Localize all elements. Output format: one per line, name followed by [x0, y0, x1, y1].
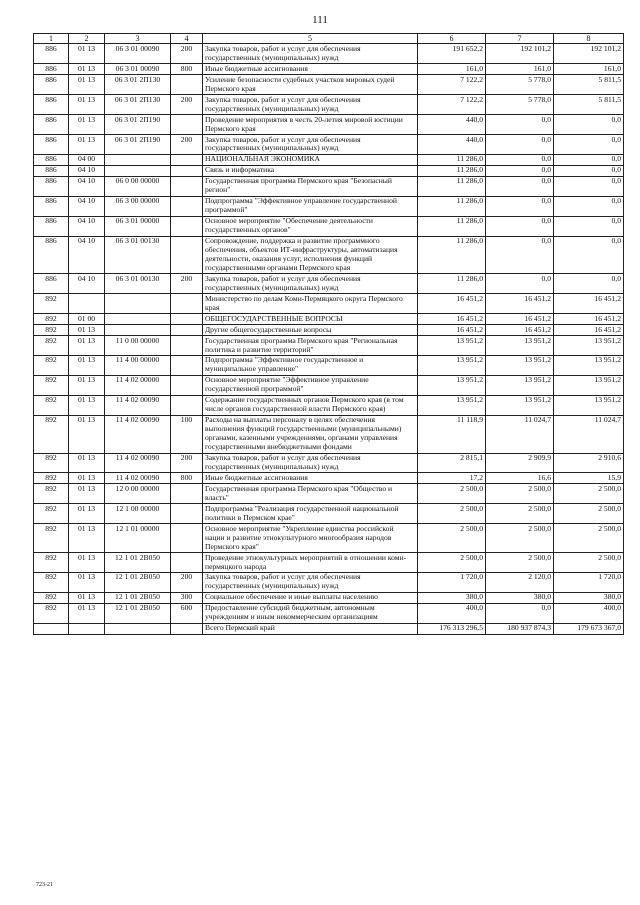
cell-admin-code: 892 — [34, 473, 69, 484]
cell-admin-code: 886 — [34, 236, 69, 274]
cell-amount-year-1: 11 286,0 — [418, 274, 486, 294]
cell-amount-year-1: 13 951,2 — [418, 375, 486, 395]
cell-target-code: 12 1 01 2B050 — [105, 553, 171, 573]
cell-expense-type: 200 — [171, 274, 203, 294]
cell-admin-code: 892 — [34, 603, 69, 623]
cell-section-code: 01 13 — [69, 135, 105, 155]
cell-amount-year-3: 179 673 367,0 — [554, 623, 624, 634]
cell-amount-year-3: 0,0 — [554, 216, 624, 236]
cell-section-code: 01 13 — [69, 375, 105, 395]
table-row — [34, 154, 624, 165]
cell-description: Всего Пермский край — [203, 623, 418, 634]
cell-admin-code: 892 — [34, 553, 69, 573]
cell-description: Подпрограмма "Эффективное государственное и муниципальное управление" — [203, 355, 418, 375]
cell-expense-type: 200 — [171, 135, 203, 155]
cell-expense-type — [171, 314, 203, 325]
cell-admin-code: 892 — [34, 524, 69, 553]
cell-description: Министерство по делам Коми-Пермяцкого округа Пермского края — [203, 294, 418, 314]
cell-amount-year-2: 5 778,0 — [486, 95, 554, 115]
cell-expense-type: 800 — [171, 473, 203, 484]
cell-description: Закупка товаров, работ и услуг для обеспечения государственных (муниципальных) нужд — [203, 95, 418, 115]
cell-amount-year-1: 13 951,2 — [418, 355, 486, 375]
cell-amount-year-2: 16 451,2 — [486, 314, 554, 325]
cell-amount-year-1: 400,0 — [418, 603, 486, 623]
cell-amount-year-3: 15,9 — [554, 473, 624, 484]
cell-amount-year-1: 17,2 — [418, 473, 486, 484]
table-row — [34, 395, 624, 415]
table-row — [34, 44, 624, 64]
table-row — [34, 236, 624, 274]
cell-amount-year-3: 11 024,7 — [554, 415, 624, 453]
cell-description: Предоставление субсидий бюджетным, автономным учреждениям и иным некоммерческим организациям — [203, 603, 418, 623]
cell-section-code: 01 13 — [69, 504, 105, 524]
table-row — [34, 64, 624, 75]
cell-expense-type — [171, 154, 203, 165]
cell-target-code: 12 0 00 00000 — [105, 484, 171, 504]
cell-amount-year-1: 2 500,0 — [418, 504, 486, 524]
cell-amount-year-3: 16 451,2 — [554, 314, 624, 325]
cell-description: Закупка товаров, работ и услуг для обеспечения государственных (муниципальных) нужд — [203, 135, 418, 155]
cell-amount-year-3: 0,0 — [554, 115, 624, 135]
cell-admin-code: 892 — [34, 572, 69, 592]
cell-expense-type — [171, 553, 203, 573]
cell-admin-code: 892 — [34, 336, 69, 356]
cell-amount-year-3: 380,0 — [554, 592, 624, 603]
cell-amount-year-1: 176 313 296,5 — [418, 623, 486, 634]
cell-description: Иные бюджетные ассигнования — [203, 473, 418, 484]
cell-admin-code: 886 — [34, 176, 69, 196]
table-row — [34, 216, 624, 236]
cell-target-code: 11 4 02 00090 — [105, 453, 171, 473]
cell-description: Закупка товаров, работ и услуг для обеспечения государственных (муниципальных) нужд — [203, 572, 418, 592]
cell-description: Социальное обеспечение и иные выплаты населению — [203, 592, 418, 603]
cell-admin-code: 886 — [34, 274, 69, 294]
cell-amount-year-2: 13 951,2 — [486, 336, 554, 356]
table-row — [34, 355, 624, 375]
cell-amount-year-1: 440,0 — [418, 115, 486, 135]
cell-section-code: 01 13 — [69, 395, 105, 415]
cell-target-code: 06 3 01 00090 — [105, 64, 171, 75]
cell-admin-code: 886 — [34, 64, 69, 75]
cell-expense-type: 200 — [171, 95, 203, 115]
cell-amount-year-1: 11 286,0 — [418, 176, 486, 196]
cell-section-code: 01 13 — [69, 473, 105, 484]
cell-target-code: 11 4 00 00000 — [105, 355, 171, 375]
cell-amount-year-2: 0,0 — [486, 236, 554, 274]
cell-expense-type — [171, 375, 203, 395]
cell-section-code: 01 13 — [69, 355, 105, 375]
table-row — [34, 325, 624, 336]
cell-amount-year-2: 380,0 — [486, 592, 554, 603]
cell-amount-year-2: 0,0 — [486, 216, 554, 236]
cell-admin-code: 886 — [34, 44, 69, 64]
cell-amount-year-3: 192 101,2 — [554, 44, 624, 64]
cell-amount-year-1: 16 451,2 — [418, 294, 486, 314]
budget-table — [33, 33, 624, 635]
cell-target-code: 11 0 00 00000 — [105, 336, 171, 356]
cell-target-code: 11 4 02 00000 — [105, 375, 171, 395]
cell-expense-type: 200 — [171, 44, 203, 64]
cell-amount-year-1: 2 500,0 — [418, 553, 486, 573]
cell-admin-code: 886 — [34, 75, 69, 95]
cell-section-code: 04 10 — [69, 165, 105, 176]
cell-admin-code: 886 — [34, 216, 69, 236]
cell-admin-code — [34, 623, 69, 634]
cell-amount-year-3: 0,0 — [554, 176, 624, 196]
cell-amount-year-3: 0,0 — [554, 196, 624, 216]
cell-amount-year-1: 1 720,0 — [418, 572, 486, 592]
cell-amount-year-1: 2 500,0 — [418, 484, 486, 504]
cell-amount-year-1: 440,0 — [418, 135, 486, 155]
cell-amount-year-3: 0,0 — [554, 165, 624, 176]
cell-amount-year-1: 2 500,0 — [418, 524, 486, 553]
cell-target-code: 06 3 01 00000 — [105, 216, 171, 236]
cell-amount-year-3: 13 951,2 — [554, 355, 624, 375]
cell-amount-year-2: 0,0 — [486, 165, 554, 176]
table-header-row — [34, 34, 624, 44]
cell-target-code — [105, 154, 171, 165]
cell-target-code: 12 1 01 2B050 — [105, 603, 171, 623]
cell-admin-code: 892 — [34, 484, 69, 504]
cell-expense-type — [171, 176, 203, 196]
table-row — [34, 524, 624, 553]
column-header: 2 — [69, 34, 105, 44]
cell-amount-year-1: 380,0 — [418, 592, 486, 603]
cell-admin-code: 886 — [34, 115, 69, 135]
cell-expense-type — [171, 504, 203, 524]
cell-amount-year-2: 0,0 — [486, 196, 554, 216]
cell-description: Основное мероприятие "Обеспечение деятельности государственных органов" — [203, 216, 418, 236]
column-header: 1 — [34, 34, 69, 44]
cell-amount-year-2: 192 101,2 — [486, 44, 554, 64]
footer-code: 723-21 — [36, 882, 53, 888]
table-row — [34, 504, 624, 524]
cell-description: ОБЩЕГОСУДАРСТВЕННЫЕ ВОПРОСЫ — [203, 314, 418, 325]
cell-target-code: 06 3 00 00000 — [105, 196, 171, 216]
cell-amount-year-2: 161,0 — [486, 64, 554, 75]
cell-expense-type — [171, 216, 203, 236]
column-header: 7 — [486, 34, 554, 44]
table-row — [34, 135, 624, 155]
table-row — [34, 603, 624, 623]
cell-admin-code: 892 — [34, 375, 69, 395]
cell-amount-year-2: 13 951,2 — [486, 395, 554, 415]
cell-amount-year-2: 2 500,0 — [486, 553, 554, 573]
table-row — [34, 274, 624, 294]
table-row — [34, 176, 624, 196]
cell-admin-code: 892 — [34, 395, 69, 415]
table-row — [34, 553, 624, 573]
cell-expense-type — [171, 196, 203, 216]
cell-amount-year-3: 0,0 — [554, 135, 624, 155]
cell-expense-type — [171, 355, 203, 375]
table-row — [34, 294, 624, 314]
cell-description: Закупка товаров, работ и услуг для обеспечения государственных (муниципальных) нужд — [203, 44, 418, 64]
cell-amount-year-2: 0,0 — [486, 603, 554, 623]
cell-expense-type — [171, 484, 203, 504]
table-body — [34, 34, 624, 635]
cell-admin-code: 892 — [34, 294, 69, 314]
cell-target-code: 06 3 01 2П130 — [105, 75, 171, 95]
cell-target-code: 06 3 01 00130 — [105, 274, 171, 294]
cell-amount-year-3: 2 500,0 — [554, 553, 624, 573]
cell-amount-year-2: 16 451,2 — [486, 294, 554, 314]
cell-expense-type: 600 — [171, 603, 203, 623]
cell-section-code: 01 13 — [69, 592, 105, 603]
cell-target-code: 06 3 01 2П130 — [105, 95, 171, 115]
cell-section-code — [69, 294, 105, 314]
cell-target-code: 12 1 00 00000 — [105, 504, 171, 524]
cell-amount-year-3: 16 451,2 — [554, 294, 624, 314]
table-row — [34, 415, 624, 453]
cell-section-code: 01 13 — [69, 524, 105, 553]
cell-description: Другие общегосударственные вопросы — [203, 325, 418, 336]
table-row — [34, 95, 624, 115]
table-row — [34, 592, 624, 603]
cell-expense-type — [171, 524, 203, 553]
column-header: 6 — [418, 34, 486, 44]
cell-section-code: 01 13 — [69, 64, 105, 75]
cell-amount-year-1: 7 122,2 — [418, 75, 486, 95]
cell-target-code: 12 1 01 2B050 — [105, 572, 171, 592]
cell-section-code: 04 00 — [69, 154, 105, 165]
cell-amount-year-1: 161,0 — [418, 64, 486, 75]
cell-description: Проведение этнокультурных мероприятий в отношении коми-пермяцкого народа — [203, 553, 418, 573]
cell-section-code: 04 10 — [69, 236, 105, 274]
column-header: 5 — [203, 34, 418, 44]
cell-target-code: 12 1 01 2B050 — [105, 592, 171, 603]
cell-section-code: 04 10 — [69, 274, 105, 294]
cell-expense-type — [171, 395, 203, 415]
cell-section-code: 01 13 — [69, 553, 105, 573]
cell-expense-type — [171, 336, 203, 356]
cell-description: Государственная программа Пермского края "Безопасный регион" — [203, 176, 418, 196]
cell-amount-year-2: 13 951,2 — [486, 375, 554, 395]
cell-amount-year-3: 5 811,5 — [554, 75, 624, 95]
cell-admin-code: 892 — [34, 453, 69, 473]
cell-section-code: 01 13 — [69, 336, 105, 356]
cell-description: Проведение мероприятия в честь 20-летия мировой юстиции Пермского края — [203, 115, 418, 135]
cell-amount-year-3: 1 720,0 — [554, 572, 624, 592]
cell-section-code: 04 10 — [69, 196, 105, 216]
table-row — [34, 572, 624, 592]
cell-amount-year-2: 13 951,2 — [486, 355, 554, 375]
cell-amount-year-2: 0,0 — [486, 154, 554, 165]
cell-amount-year-2: 5 778,0 — [486, 75, 554, 95]
cell-amount-year-1: 2 815,1 — [418, 453, 486, 473]
cell-amount-year-3: 13 951,2 — [554, 336, 624, 356]
cell-amount-year-1: 11 286,0 — [418, 165, 486, 176]
cell-section-code: 01 13 — [69, 44, 105, 64]
cell-amount-year-3: 5 811,5 — [554, 95, 624, 115]
cell-description: Подпрограмма "Эффективное управление государственной программой" — [203, 196, 418, 216]
cell-description: Иные бюджетные ассигнования — [203, 64, 418, 75]
cell-admin-code: 892 — [34, 325, 69, 336]
cell-target-code — [105, 165, 171, 176]
cell-amount-year-2: 2 120,0 — [486, 572, 554, 592]
cell-section-code: 01 13 — [69, 95, 105, 115]
cell-target-code: 06 0 00 00000 — [105, 176, 171, 196]
cell-amount-year-3: 16 451,2 — [554, 325, 624, 336]
cell-amount-year-3: 161,0 — [554, 64, 624, 75]
cell-amount-year-3: 2 500,0 — [554, 484, 624, 504]
cell-section-code: 01 13 — [69, 325, 105, 336]
cell-target-code: 11 4 02 00090 — [105, 415, 171, 453]
table-row — [34, 115, 624, 135]
cell-amount-year-2: 11 024,7 — [486, 415, 554, 453]
cell-amount-year-3: 2 500,0 — [554, 524, 624, 553]
cell-amount-year-2: 0,0 — [486, 135, 554, 155]
cell-target-code: 06 3 01 2П190 — [105, 115, 171, 135]
cell-description: НАЦИОНАЛЬНАЯ ЭКОНОМИКА — [203, 154, 418, 165]
cell-admin-code: 886 — [34, 135, 69, 155]
cell-admin-code: 892 — [34, 314, 69, 325]
cell-amount-year-3: 0,0 — [554, 274, 624, 294]
table-row — [34, 484, 624, 504]
cell-amount-year-1: 11 118,9 — [418, 415, 486, 453]
cell-section-code — [69, 623, 105, 634]
cell-admin-code: 892 — [34, 415, 69, 453]
cell-target-code — [105, 294, 171, 314]
cell-amount-year-2: 2 909,9 — [486, 453, 554, 473]
cell-expense-type: 300 — [171, 592, 203, 603]
cell-expense-type — [171, 165, 203, 176]
cell-section-code: 01 13 — [69, 115, 105, 135]
cell-description: Сопровождение, поддержка и развитие программного обеспечения, объектов ИТ-инфраструктуры, автоматизация деятельности, оказания услуг, исполнения функций государственными органами Пермского края — [203, 236, 418, 274]
cell-target-code: 12 1 01 00000 — [105, 524, 171, 553]
cell-description: Закупка товаров, работ и услуг для обеспечения государственных (муниципальных) нужд — [203, 453, 418, 473]
cell-description: Государственная программа Пермского края "Региональная политика и развитие территорий" — [203, 336, 418, 356]
cell-amount-year-1: 16 451,2 — [418, 325, 486, 336]
cell-amount-year-2: 2 500,0 — [486, 504, 554, 524]
cell-amount-year-1: 191 652,2 — [418, 44, 486, 64]
cell-amount-year-3: 400,0 — [554, 603, 624, 623]
cell-admin-code: 886 — [34, 165, 69, 176]
cell-target-code — [105, 325, 171, 336]
cell-expense-type — [171, 75, 203, 95]
cell-description: Государственная программа Пермского края "Общество и власть" — [203, 484, 418, 504]
cell-amount-year-1: 13 951,2 — [418, 336, 486, 356]
table-row — [34, 75, 624, 95]
cell-admin-code: 892 — [34, 504, 69, 524]
cell-amount-year-1: 16 451,2 — [418, 314, 486, 325]
cell-description: Подпрограмма "Реализация государственной национальной политики в Пермском крае" — [203, 504, 418, 524]
cell-description: Содержание государственных органов Пермского края (в том числе органов государственной власти Пермского края) — [203, 395, 418, 415]
cell-expense-type — [171, 294, 203, 314]
cell-expense-type: 200 — [171, 572, 203, 592]
cell-admin-code: 886 — [34, 196, 69, 216]
table-row — [34, 336, 624, 356]
cell-section-code: 04 10 — [69, 216, 105, 236]
cell-section-code: 01 13 — [69, 603, 105, 623]
table-row — [34, 375, 624, 395]
cell-amount-year-1: 11 286,0 — [418, 196, 486, 216]
cell-target-code — [105, 314, 171, 325]
cell-amount-year-1: 11 286,0 — [418, 154, 486, 165]
cell-target-code — [105, 623, 171, 634]
cell-expense-type — [171, 236, 203, 274]
cell-target-code: 06 3 01 00090 — [105, 44, 171, 64]
cell-section-code: 01 13 — [69, 453, 105, 473]
cell-amount-year-2: 180 937 874,3 — [486, 623, 554, 634]
cell-admin-code: 892 — [34, 355, 69, 375]
cell-description: Усиление безопасности судебных участков мировых судей Пермского края — [203, 75, 418, 95]
cell-amount-year-2: 0,0 — [486, 115, 554, 135]
cell-section-code: 01 13 — [69, 415, 105, 453]
cell-amount-year-3: 2 910,6 — [554, 453, 624, 473]
cell-section-code: 01 00 — [69, 314, 105, 325]
cell-amount-year-2: 16,6 — [486, 473, 554, 484]
cell-amount-year-2: 2 500,0 — [486, 484, 554, 504]
cell-section-code: 01 13 — [69, 572, 105, 592]
table-row — [34, 453, 624, 473]
table-row — [34, 165, 624, 176]
cell-section-code: 04 10 — [69, 176, 105, 196]
cell-amount-year-2: 0,0 — [486, 274, 554, 294]
cell-section-code: 01 13 — [69, 484, 105, 504]
column-header: 8 — [554, 34, 624, 44]
table-row — [34, 623, 624, 634]
cell-target-code: 11 4 02 00090 — [105, 395, 171, 415]
cell-description: Закупка товаров, работ и услуг для обеспечения государственных (муниципальных) нужд — [203, 274, 418, 294]
cell-section-code: 01 13 — [69, 75, 105, 95]
cell-amount-year-3: 2 500,0 — [554, 504, 624, 524]
table-row — [34, 314, 624, 325]
cell-admin-code: 892 — [34, 592, 69, 603]
page-number: 111 — [312, 14, 328, 26]
cell-description: Связь и информатика — [203, 165, 418, 176]
cell-amount-year-1: 13 951,2 — [418, 395, 486, 415]
cell-amount-year-2: 2 500,0 — [486, 524, 554, 553]
cell-description: Расходы на выплаты персоналу в целях обеспечения выполнения функций государственными (муниципальными) органами, казенными учреждениями, органами управления государственными внебюджетными фондами — [203, 415, 418, 453]
cell-expense-type: 800 — [171, 64, 203, 75]
cell-expense-type — [171, 115, 203, 135]
cell-amount-year-3: 13 951,2 — [554, 375, 624, 395]
cell-amount-year-2: 16 451,2 — [486, 325, 554, 336]
cell-amount-year-1: 11 286,0 — [418, 236, 486, 274]
cell-target-code: 06 3 01 00130 — [105, 236, 171, 274]
cell-amount-year-1: 11 286,0 — [418, 216, 486, 236]
cell-description: Основное мероприятие "Эффективное управление государственной программой" — [203, 375, 418, 395]
cell-admin-code: 886 — [34, 95, 69, 115]
cell-amount-year-3: 0,0 — [554, 236, 624, 274]
table-row — [34, 196, 624, 216]
cell-admin-code: 886 — [34, 154, 69, 165]
cell-expense-type: 100 — [171, 415, 203, 453]
cell-target-code: 06 3 01 2П190 — [105, 135, 171, 155]
cell-expense-type: 200 — [171, 453, 203, 473]
cell-expense-type — [171, 623, 203, 634]
table-row — [34, 473, 624, 484]
cell-target-code: 11 4 02 00090 — [105, 473, 171, 484]
column-header: 3 — [105, 34, 171, 44]
column-header: 4 — [171, 34, 203, 44]
cell-expense-type — [171, 325, 203, 336]
cell-amount-year-3: 13 951,2 — [554, 395, 624, 415]
cell-amount-year-1: 7 122,2 — [418, 95, 486, 115]
cell-amount-year-3: 0,0 — [554, 154, 624, 165]
cell-amount-year-2: 0,0 — [486, 176, 554, 196]
cell-description: Основное мероприятие "Укрепление единства российской нации и развитие этнокультурного многообразия народов Пермского края" — [203, 524, 418, 553]
